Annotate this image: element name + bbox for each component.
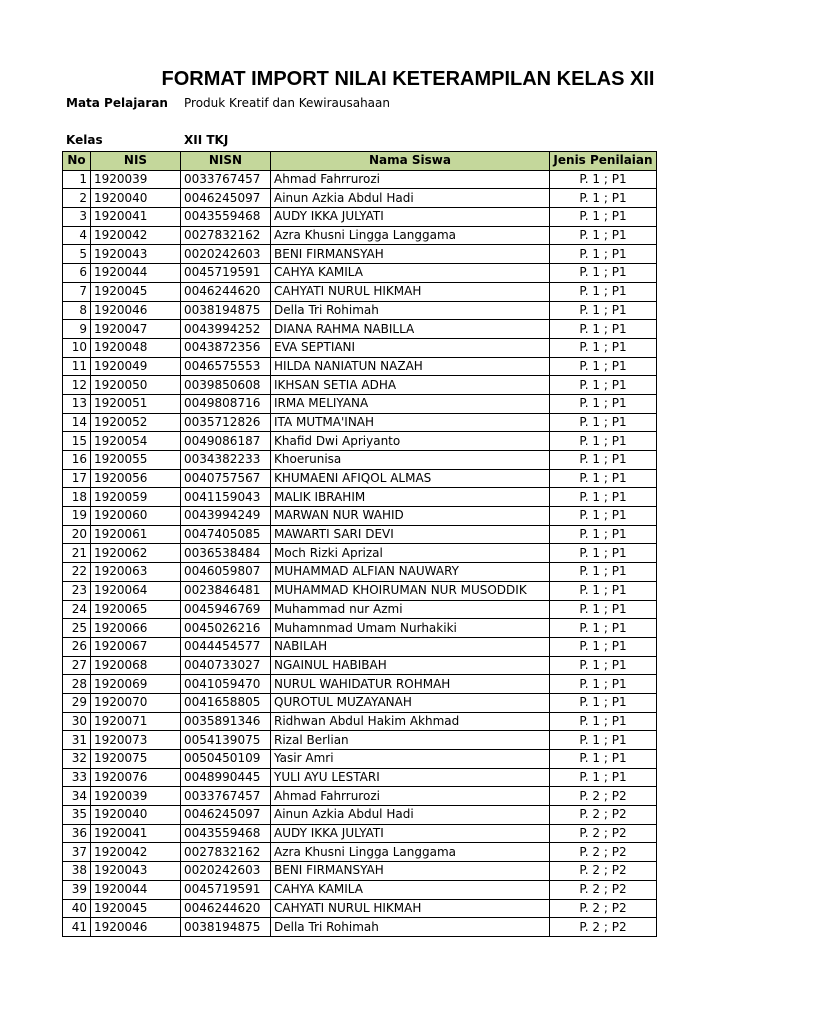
header-nis: NIS xyxy=(91,152,181,171)
table-row xyxy=(63,600,657,619)
cell-jenis-penilaian: P. 1 ; P1 xyxy=(550,600,657,619)
cell-jenis-penilaian: P. 2 ; P2 xyxy=(550,899,657,918)
cell-nisn: 0046245097 xyxy=(181,806,271,825)
cell-nama-siswa: YULI AYU LESTARI xyxy=(271,768,550,787)
cell-nis: 1920041 xyxy=(91,208,181,227)
cell-nisn: 0049808716 xyxy=(181,394,271,413)
cell-nisn: 0043994249 xyxy=(181,507,271,526)
cell-nisn: 0045026216 xyxy=(181,619,271,638)
cell-nama-siswa: QUROTUL MUZAYANAH xyxy=(271,693,550,712)
cell-jenis-penilaian: P. 1 ; P1 xyxy=(550,301,657,320)
cell-nama-siswa: BENI FIRMANSYAH xyxy=(271,862,550,881)
cell-nama-siswa: MAWARTI SARI DEVI xyxy=(271,525,550,544)
table-row xyxy=(63,245,657,264)
cell-jenis-penilaian: P. 1 ; P1 xyxy=(550,226,657,245)
table-row xyxy=(63,824,657,843)
table-row xyxy=(63,581,657,600)
cell-nama-siswa: AUDY IKKA JULYATI xyxy=(271,208,550,227)
header-nisn: NISN xyxy=(181,152,271,171)
cell-jenis-penilaian: P. 1 ; P1 xyxy=(550,376,657,395)
cell-no: 9 xyxy=(63,320,91,339)
cell-nama-siswa: Yasir Amri xyxy=(271,750,550,769)
cell-nisn: 0020242603 xyxy=(181,245,271,264)
cell-nis: 1920044 xyxy=(91,264,181,283)
table-row xyxy=(63,376,657,395)
cell-nisn: 0044454577 xyxy=(181,637,271,656)
cell-nis: 1920049 xyxy=(91,357,181,376)
table-header-row xyxy=(63,152,657,171)
kelas-label: Kelas xyxy=(66,133,103,147)
cell-nis: 1920050 xyxy=(91,376,181,395)
cell-jenis-penilaian: P. 1 ; P1 xyxy=(550,282,657,301)
cell-jenis-penilaian: P. 1 ; P1 xyxy=(550,507,657,526)
cell-no: 18 xyxy=(63,488,91,507)
cell-no: 3 xyxy=(63,208,91,227)
cell-nis: 1920045 xyxy=(91,282,181,301)
cell-jenis-penilaian: P. 1 ; P1 xyxy=(550,264,657,283)
cell-nisn: 0050450109 xyxy=(181,750,271,769)
cell-nisn: 0023846481 xyxy=(181,581,271,600)
table-row xyxy=(63,208,657,227)
cell-nis: 1920052 xyxy=(91,413,181,432)
cell-nisn: 0047405085 xyxy=(181,525,271,544)
cell-nama-siswa: Khoerunisa xyxy=(271,451,550,470)
cell-nisn: 0034382233 xyxy=(181,451,271,470)
cell-jenis-penilaian: P. 1 ; P1 xyxy=(550,488,657,507)
cell-jenis-penilaian: P. 1 ; P1 xyxy=(550,469,657,488)
cell-nama-siswa: IRMA MELIYANA xyxy=(271,394,550,413)
cell-nama-siswa: IKHSAN SETIA ADHA xyxy=(271,376,550,395)
cell-no: 36 xyxy=(63,824,91,843)
table-row xyxy=(63,338,657,357)
cell-nis: 1920070 xyxy=(91,693,181,712)
cell-nama-siswa: CAHYA KAMILA xyxy=(271,880,550,899)
cell-nisn: 0038194875 xyxy=(181,918,271,937)
cell-jenis-penilaian: P. 1 ; P1 xyxy=(550,750,657,769)
cell-jenis-penilaian: P. 1 ; P1 xyxy=(550,619,657,638)
document-title: FORMAT IMPORT NILAI KETERAMPILAN KELAS XII xyxy=(161,68,655,90)
cell-nama-siswa: Muhammad nur Azmi xyxy=(271,600,550,619)
cell-jenis-penilaian: P. 2 ; P2 xyxy=(550,918,657,937)
cell-nisn: 0040757567 xyxy=(181,469,271,488)
cell-no: 32 xyxy=(63,750,91,769)
cell-nisn: 0043994252 xyxy=(181,320,271,339)
cell-nis: 1920046 xyxy=(91,301,181,320)
cell-nama-siswa: Azra Khusni Lingga Langgama xyxy=(271,226,550,245)
cell-nis: 1920048 xyxy=(91,338,181,357)
cell-no: 38 xyxy=(63,862,91,881)
cell-nis: 1920042 xyxy=(91,843,181,862)
header-no: No xyxy=(63,152,91,171)
cell-nis: 1920047 xyxy=(91,320,181,339)
cell-no: 25 xyxy=(63,619,91,638)
cell-nisn: 0045719591 xyxy=(181,880,271,899)
cell-jenis-penilaian: P. 1 ; P1 xyxy=(550,544,657,563)
cell-no: 29 xyxy=(63,693,91,712)
cell-nama-siswa: MARWAN NUR WAHID xyxy=(271,507,550,526)
table-row xyxy=(63,750,657,769)
cell-no: 37 xyxy=(63,843,91,862)
cell-no: 35 xyxy=(63,806,91,825)
cell-nis: 1920041 xyxy=(91,824,181,843)
cell-nama-siswa: Rizal Berlian xyxy=(271,731,550,750)
cell-nis: 1920060 xyxy=(91,507,181,526)
cell-no: 34 xyxy=(63,787,91,806)
cell-nis: 1920043 xyxy=(91,862,181,881)
cell-nisn: 0041658805 xyxy=(181,693,271,712)
cell-nama-siswa: MUHAMMAD KHOIRUMAN NUR MUSODDIK xyxy=(271,581,550,600)
table-row xyxy=(63,226,657,245)
cell-nis: 1920062 xyxy=(91,544,181,563)
cell-jenis-penilaian: P. 2 ; P2 xyxy=(550,843,657,862)
cell-no: 28 xyxy=(63,675,91,694)
cell-jenis-penilaian: P. 1 ; P1 xyxy=(550,357,657,376)
cell-nisn: 0046059807 xyxy=(181,563,271,582)
table-row xyxy=(63,731,657,750)
cell-no: 8 xyxy=(63,301,91,320)
cell-nis: 1920073 xyxy=(91,731,181,750)
cell-nama-siswa: Della Tri Rohimah xyxy=(271,918,550,937)
table-row xyxy=(63,264,657,283)
cell-nis: 1920061 xyxy=(91,525,181,544)
kelas-value: XII TKJ xyxy=(184,133,229,147)
cell-nisn: 0046575553 xyxy=(181,357,271,376)
cell-nis: 1920067 xyxy=(91,637,181,656)
table-row xyxy=(63,918,657,937)
cell-nama-siswa: BENI FIRMANSYAH xyxy=(271,245,550,264)
cell-nisn: 0027832162 xyxy=(181,226,271,245)
cell-nis: 1920051 xyxy=(91,394,181,413)
cell-nisn: 0043559468 xyxy=(181,208,271,227)
table-row xyxy=(63,413,657,432)
table-row xyxy=(63,525,657,544)
cell-nama-siswa: NURUL WAHIDATUR ROHMAH xyxy=(271,675,550,694)
cell-nama-siswa: NABILAH xyxy=(271,637,550,656)
cell-jenis-penilaian: P. 1 ; P1 xyxy=(550,394,657,413)
cell-nisn: 0036538484 xyxy=(181,544,271,563)
table-row xyxy=(63,806,657,825)
cell-jenis-penilaian: P. 2 ; P2 xyxy=(550,787,657,806)
table-row xyxy=(63,862,657,881)
cell-nisn: 0041059470 xyxy=(181,675,271,694)
cell-nama-siswa: Moch Rizki Aprizal xyxy=(271,544,550,563)
cell-nama-siswa: CAHYATI NURUL HIKMAH xyxy=(271,282,550,301)
cell-jenis-penilaian: P. 2 ; P2 xyxy=(550,824,657,843)
cell-no: 20 xyxy=(63,525,91,544)
cell-nis: 1920056 xyxy=(91,469,181,488)
cell-jenis-penilaian: P. 1 ; P1 xyxy=(550,731,657,750)
cell-nisn: 0035712826 xyxy=(181,413,271,432)
cell-no: 7 xyxy=(63,282,91,301)
cell-nis: 1920044 xyxy=(91,880,181,899)
cell-nama-siswa: EVA SEPTIANI xyxy=(271,338,550,357)
cell-nama-siswa: Ridhwan Abdul Hakim Akhmad xyxy=(271,712,550,731)
cell-nis: 1920042 xyxy=(91,226,181,245)
cell-no: 39 xyxy=(63,880,91,899)
cell-nis: 1920076 xyxy=(91,768,181,787)
cell-no: 41 xyxy=(63,918,91,937)
cell-nama-siswa: ITA MUTMA'INAH xyxy=(271,413,550,432)
cell-nama-siswa: Ainun Azkia Abdul Hadi xyxy=(271,806,550,825)
table-row xyxy=(63,843,657,862)
cell-nis: 1920065 xyxy=(91,600,181,619)
cell-nisn: 0049086187 xyxy=(181,432,271,451)
cell-no: 16 xyxy=(63,451,91,470)
cell-nisn: 0033767457 xyxy=(181,787,271,806)
cell-nama-siswa: Khafid Dwi Apriyanto xyxy=(271,432,550,451)
table-row xyxy=(63,619,657,638)
cell-nis: 1920059 xyxy=(91,488,181,507)
cell-nis: 1920039 xyxy=(91,170,181,189)
cell-nama-siswa: Ainun Azkia Abdul Hadi xyxy=(271,189,550,208)
cell-jenis-penilaian: P. 1 ; P1 xyxy=(550,693,657,712)
cell-no: 2 xyxy=(63,189,91,208)
cell-nisn: 0027832162 xyxy=(181,843,271,862)
table-row xyxy=(63,432,657,451)
cell-nisn: 0046244620 xyxy=(181,282,271,301)
cell-nis: 1920040 xyxy=(91,189,181,208)
cell-no: 27 xyxy=(63,656,91,675)
cell-no: 40 xyxy=(63,899,91,918)
cell-nisn: 0046244620 xyxy=(181,899,271,918)
cell-jenis-penilaian: P. 1 ; P1 xyxy=(550,320,657,339)
header-nama-siswa: Nama Siswa xyxy=(271,152,550,171)
cell-no: 23 xyxy=(63,581,91,600)
cell-nisn: 0054139075 xyxy=(181,731,271,750)
table-row xyxy=(63,488,657,507)
table-row xyxy=(63,170,657,189)
cell-no: 30 xyxy=(63,712,91,731)
table-row xyxy=(63,656,657,675)
table-row xyxy=(63,899,657,918)
cell-nis: 1920039 xyxy=(91,787,181,806)
cell-no: 26 xyxy=(63,637,91,656)
table-row xyxy=(63,282,657,301)
cell-no: 15 xyxy=(63,432,91,451)
cell-nama-siswa: DIANA RAHMA NABILLA xyxy=(271,320,550,339)
cell-jenis-penilaian: P. 1 ; P1 xyxy=(550,413,657,432)
cell-nisn: 0041159043 xyxy=(181,488,271,507)
cell-no: 4 xyxy=(63,226,91,245)
cell-nis: 1920069 xyxy=(91,675,181,694)
cell-nis: 1920063 xyxy=(91,563,181,582)
cell-nis: 1920055 xyxy=(91,451,181,470)
cell-nisn: 0045719591 xyxy=(181,264,271,283)
cell-jenis-penilaian: P. 1 ; P1 xyxy=(550,245,657,264)
student-table xyxy=(62,151,657,937)
cell-jenis-penilaian: P. 2 ; P2 xyxy=(550,806,657,825)
cell-nisn: 0035891346 xyxy=(181,712,271,731)
cell-nis: 1920066 xyxy=(91,619,181,638)
mapel-value: Produk Kreatif dan Kewirausahaan xyxy=(184,96,390,110)
table-body xyxy=(63,170,657,936)
table-row xyxy=(63,880,657,899)
cell-no: 33 xyxy=(63,768,91,787)
cell-no: 22 xyxy=(63,563,91,582)
cell-jenis-penilaian: P. 1 ; P1 xyxy=(550,525,657,544)
table-row xyxy=(63,320,657,339)
cell-nis: 1920054 xyxy=(91,432,181,451)
table-row xyxy=(63,451,657,470)
cell-no: 6 xyxy=(63,264,91,283)
cell-nis: 1920064 xyxy=(91,581,181,600)
cell-nama-siswa: AUDY IKKA JULYATI xyxy=(271,824,550,843)
cell-nama-siswa: KHUMAENI AFIQOL ALMAS xyxy=(271,469,550,488)
table-row xyxy=(63,768,657,787)
table-row xyxy=(63,507,657,526)
header-jenis-penilaian: Jenis Penilaian xyxy=(550,152,657,171)
cell-nama-siswa: Azra Khusni Lingga Langgama xyxy=(271,843,550,862)
cell-nisn: 0040733027 xyxy=(181,656,271,675)
cell-nis: 1920040 xyxy=(91,806,181,825)
cell-jenis-penilaian: P. 1 ; P1 xyxy=(550,208,657,227)
cell-nama-siswa: Ahmad Fahrrurozi xyxy=(271,170,550,189)
cell-nisn: 0043872356 xyxy=(181,338,271,357)
table-row xyxy=(63,469,657,488)
cell-no: 5 xyxy=(63,245,91,264)
cell-no: 12 xyxy=(63,376,91,395)
cell-jenis-penilaian: P. 1 ; P1 xyxy=(550,170,657,189)
cell-jenis-penilaian: P. 2 ; P2 xyxy=(550,880,657,899)
table-row xyxy=(63,301,657,320)
cell-nisn: 0020242603 xyxy=(181,862,271,881)
cell-nis: 1920045 xyxy=(91,899,181,918)
cell-jenis-penilaian: P. 1 ; P1 xyxy=(550,581,657,600)
cell-nama-siswa: Ahmad Fahrrurozi xyxy=(271,787,550,806)
mapel-label: Mata Pelajaran xyxy=(66,96,168,110)
table-row xyxy=(63,394,657,413)
cell-nis: 1920071 xyxy=(91,712,181,731)
table-row xyxy=(63,637,657,656)
table-row xyxy=(63,544,657,563)
cell-no: 1 xyxy=(63,170,91,189)
cell-nis: 1920068 xyxy=(91,656,181,675)
cell-jenis-penilaian: P. 1 ; P1 xyxy=(550,637,657,656)
cell-nisn: 0038194875 xyxy=(181,301,271,320)
cell-nisn: 0043559468 xyxy=(181,824,271,843)
table-row xyxy=(63,787,657,806)
table-row xyxy=(63,189,657,208)
cell-no: 17 xyxy=(63,469,91,488)
cell-nama-siswa: NGAINUL HABIBAH xyxy=(271,656,550,675)
cell-no: 10 xyxy=(63,338,91,357)
cell-jenis-penilaian: P. 1 ; P1 xyxy=(550,338,657,357)
table-row xyxy=(63,563,657,582)
cell-no: 14 xyxy=(63,413,91,432)
cell-nis: 1920043 xyxy=(91,245,181,264)
cell-nis: 1920075 xyxy=(91,750,181,769)
cell-no: 31 xyxy=(63,731,91,750)
cell-nisn: 0039850608 xyxy=(181,376,271,395)
cell-jenis-penilaian: P. 1 ; P1 xyxy=(550,189,657,208)
cell-nama-siswa: MUHAMMAD ALFIAN NAUWARY xyxy=(271,563,550,582)
cell-no: 24 xyxy=(63,600,91,619)
cell-nama-siswa: Della Tri Rohimah xyxy=(271,301,550,320)
cell-nis: 1920046 xyxy=(91,918,181,937)
cell-jenis-penilaian: P. 1 ; P1 xyxy=(550,656,657,675)
cell-jenis-penilaian: P. 1 ; P1 xyxy=(550,563,657,582)
cell-nama-siswa: MALIK IBRAHIM xyxy=(271,488,550,507)
cell-nama-siswa: Muhamnmad Umam Nurhakiki xyxy=(271,619,550,638)
cell-nama-siswa: HILDA NANIATUN NAZAH xyxy=(271,357,550,376)
cell-nisn: 0046245097 xyxy=(181,189,271,208)
cell-no: 21 xyxy=(63,544,91,563)
cell-jenis-penilaian: P. 1 ; P1 xyxy=(550,768,657,787)
cell-nisn: 0048990445 xyxy=(181,768,271,787)
cell-nama-siswa: CAHYA KAMILA xyxy=(271,264,550,283)
table-row xyxy=(63,675,657,694)
table-row xyxy=(63,712,657,731)
cell-no: 11 xyxy=(63,357,91,376)
cell-jenis-penilaian: P. 1 ; P1 xyxy=(550,712,657,731)
cell-nama-siswa: CAHYATI NURUL HIKMAH xyxy=(271,899,550,918)
cell-jenis-penilaian: P. 1 ; P1 xyxy=(550,675,657,694)
cell-jenis-penilaian: P. 1 ; P1 xyxy=(550,451,657,470)
table-row xyxy=(63,693,657,712)
table-row xyxy=(63,357,657,376)
cell-jenis-penilaian: P. 1 ; P1 xyxy=(550,432,657,451)
cell-jenis-penilaian: P. 2 ; P2 xyxy=(550,862,657,881)
cell-no: 13 xyxy=(63,394,91,413)
cell-no: 19 xyxy=(63,507,91,526)
cell-nisn: 0033767457 xyxy=(181,170,271,189)
cell-nisn: 0045946769 xyxy=(181,600,271,619)
